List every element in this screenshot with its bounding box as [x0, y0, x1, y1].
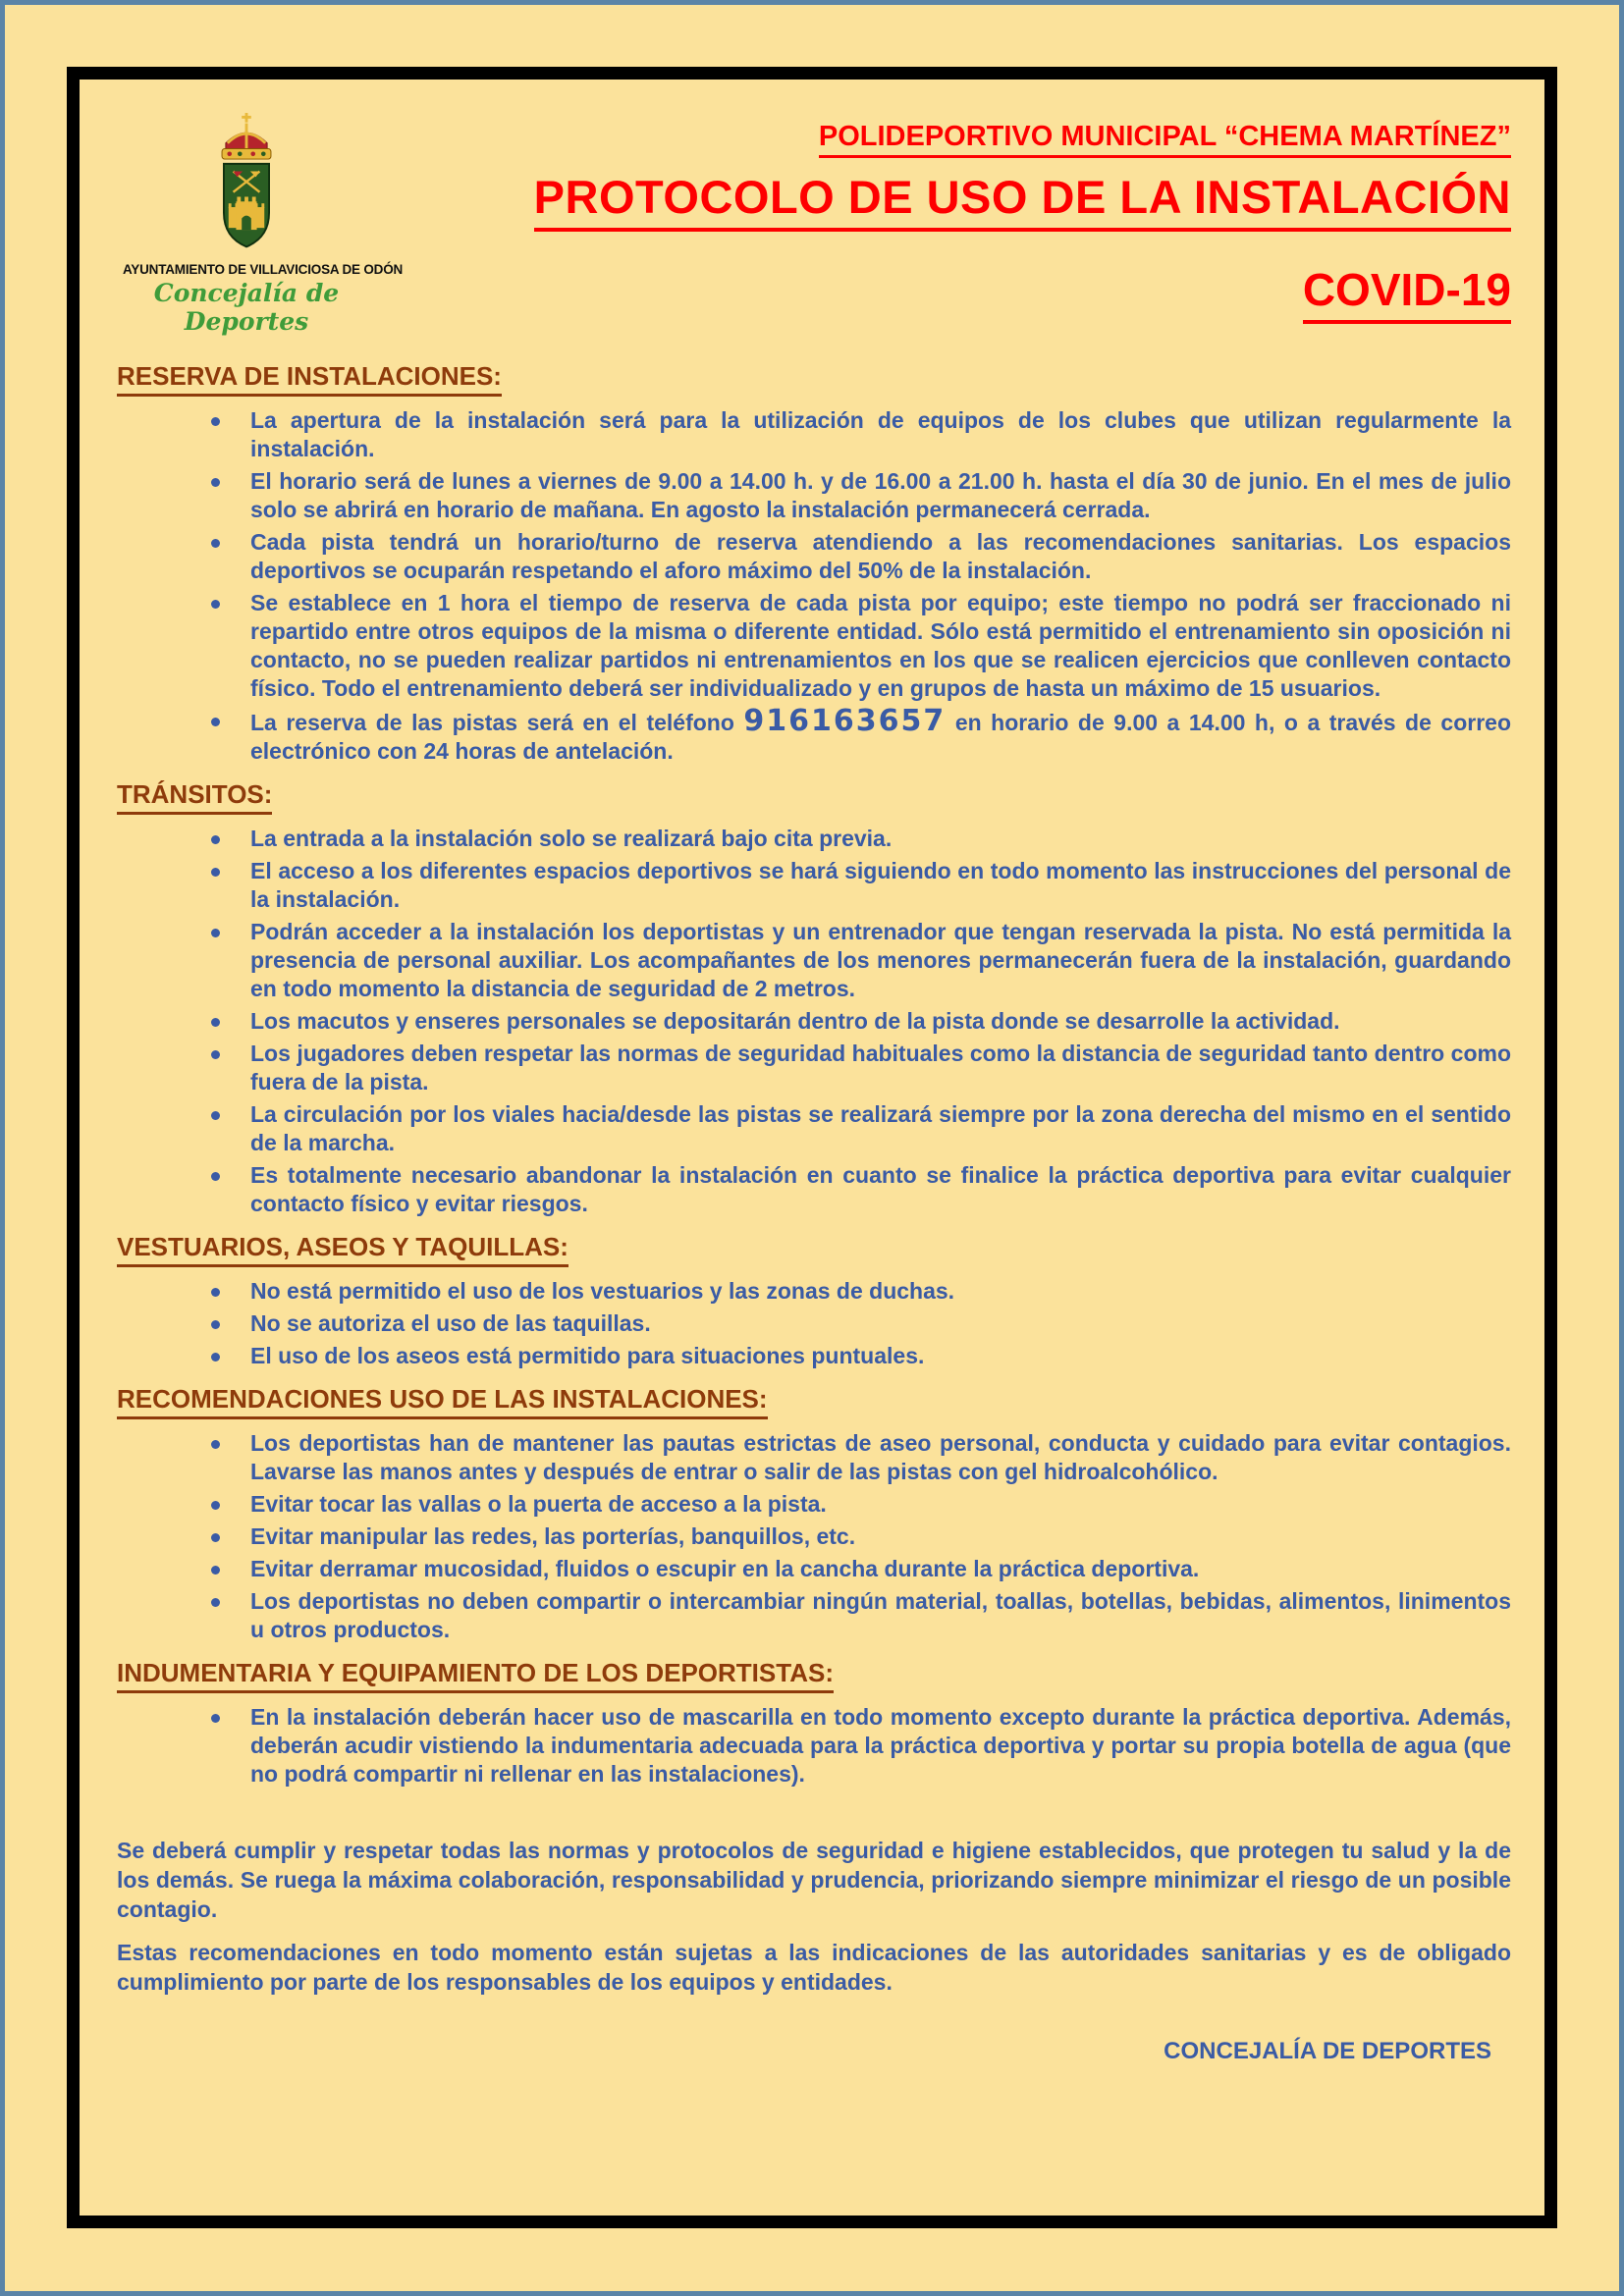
- bullet-item: Se establece en 1 hora el tiempo de reserva de cada pista por equipo; este tiempo no podrá ser fraccionado ni repartido entre otros equipos de la misma o diferente entidad. Sólo está permitido el entrenamiento sin oposición ni contacto, no se pueden realizar partidos ni entrenamientos en los que se realicen ejercicios que conlleven contacto físico. Todo el entrenamiento deberá ser individualizado y en grupos de hasta un máximo de 15 usuarios.: [117, 589, 1511, 703]
- logo-org-name: AYUNTAMIENTO DE VILLAVICIOSA DE ODÓN: [123, 262, 404, 277]
- closing-paragraphs: [117, 1836, 1511, 1997]
- bullet-item: Evitar tocar las vallas o la puerta de acceso a la pista.: [117, 1490, 1511, 1519]
- document-border-frame: [67, 67, 1557, 2228]
- castle-door: [242, 216, 251, 230]
- bullet-item: La circulación por los viales hacia/desde las pistas se realizará siempre por la zona derecha del mismo en el sentido de la marcha.: [117, 1100, 1511, 1157]
- bullet-item: La entrada a la instalación solo se realizará bajo cita previa.: [117, 825, 1511, 853]
- coat-of-arms-icon: [199, 111, 294, 258]
- sections-container: [117, 361, 1511, 1789]
- bullet-item: Los jugadores deben respetar las normas de seguridad habituales como la distancia de seguridad tanto dentro como fuera de la pista.: [117, 1040, 1511, 1096]
- bullet-list: [117, 1703, 1511, 1789]
- bullet-item: No está permitido el uso de los vestuarios y las zonas de duchas.: [117, 1277, 1511, 1306]
- ayuntamiento-logo: [123, 111, 404, 336]
- document-body: [117, 361, 1511, 2065]
- bullet-list: [117, 1429, 1511, 1644]
- bullet-list: [117, 825, 1511, 1218]
- page-subtitle: COVID-19: [370, 263, 1511, 324]
- section-heading: VESTUARIOS, ASEOS Y TAQUILLAS:: [117, 1232, 1511, 1267]
- bullet-list: [117, 406, 1511, 766]
- bullet-item: Evitar derramar mucosidad, fluidos o escupir en la cancha durante la práctica deportiva.: [117, 1555, 1511, 1583]
- bullet-item: Los deportistas han de mantener las pautas estrictas de aseo personal, conducta y cuidado para evitar contagios. Lavarse las manos antes y después de entrar o salir de las pistas con gel hidroalcohólico.: [117, 1429, 1511, 1486]
- section-heading: RESERVA DE INSTALACIONES:: [117, 361, 1511, 397]
- logo-dept-script: Concejalía de Deportes: [153, 279, 340, 336]
- bullet-item: Los macutos y enseres personales se depositarán dentro de la pista donde se desarrolle la actividad.: [117, 1007, 1511, 1036]
- section-heading: RECOMENDACIONES USO DE LAS INSTALACIONES:: [117, 1384, 1511, 1419]
- bullet-item: En la instalación deberán hacer uso de mascarilla en todo momento excepto durante la práctica deportiva. Además, deberán acudir vistiendo la indumentaria adecuada para la práctica deportiva y portar su propia botella de agua (que no podrá compartir ni rellenar en las instalaciones).: [117, 1703, 1511, 1789]
- document-header: [117, 111, 1511, 336]
- page-title: PROTOCOLO DE USO DE LA INSTALACIÓN: [370, 170, 1511, 232]
- bullet-list: [117, 1277, 1511, 1370]
- bullet-item: Los deportistas no deben compartir o intercambiar ningún material, toallas, botellas, bebidas, alimentos, linimentos u otros productos.: [117, 1587, 1511, 1644]
- bullet-item: Podrán acceder a la instalación los deportistas y un entrenador que tengan reservada la pista. No está permitida la presencia de personal auxiliar. Los acompañantes de los menores permanecerán fuera de la instalación, guardando en todo momento la distancia de seguridad de 2 metros.: [117, 918, 1511, 1003]
- bullet-item: El horario será de lunes a viernes de 9.00 a 14.00 h. y de 16.00 a 21.00 h. hasta el día 30 de junio. En el mes de julio solo se abrirá en horario de mañana. En agosto la instalación permanecerá cerrada.: [117, 467, 1511, 524]
- closing-paragraph: Estas recomendaciones en todo momento están sujetas a las indicaciones de las autoridades sanitarias y es de obligado cumplimiento por parte de los responsables de los equipos y entidades.: [117, 1940, 1511, 1995]
- bullet-item: Evitar manipular las redes, las porterías, banquillos, etc.: [117, 1522, 1511, 1551]
- bullet-item: La apertura de la instalación será para la utilización de equipos de los clubes que utilizan regularmente la instalación.: [117, 406, 1511, 463]
- bullet-item: Es totalmente necesario abandonar la instalación en cuanto se finalice la práctica deportiva para evitar cualquier contacto físico y evitar riesgos.: [117, 1161, 1511, 1218]
- phone-number: 916163657: [743, 704, 947, 738]
- bullet-item: El acceso a los diferentes espacios deportivos se hará siguiendo en todo momento las instrucciones del personal de la instalación.: [117, 857, 1511, 914]
- bullet-item: Cada pista tendrá un horario/turno de reserva atendiendo a las recomendaciones sanitarias. Los espacios deportivos se ocuparán respetando el aforo máximo del 50% de la instalación.: [117, 528, 1511, 585]
- header-titles: [370, 111, 1511, 324]
- bullet-item: No se autoriza el uso de las taquillas.: [117, 1309, 1511, 1338]
- section-heading: INDUMENTARIA Y EQUIPAMIENTO DE LOS DEPORTISTAS:: [117, 1658, 1511, 1693]
- closing-paragraph: Se deberá cumplir y respetar todas las normas y protocolos de seguridad e higiene establecidos, que protegen tu salud y la de los demás. Se ruega la máxima colaboración, responsabilidad y prudencia, priorizando siempre minimizar el riesgo de un posible contagio.: [117, 1838, 1511, 1922]
- bullet-item: La reserva de las pistas será en el teléfono 916163657 en horario de 9.00 a 14.00 h, o a través de correo electrónico con 24 horas de antelación.: [117, 707, 1511, 766]
- section-heading: TRÁNSITOS:: [117, 779, 1511, 815]
- footer-signature: CONCEJALÍA DE DEPORTES: [1164, 2038, 1491, 2064]
- facility-name: POLIDEPORTIVO MUNICIPAL “CHEMA MARTÍNEZ”: [370, 121, 1511, 158]
- bullet-item: El uso de los aseos está permitido para situaciones puntuales.: [117, 1342, 1511, 1370]
